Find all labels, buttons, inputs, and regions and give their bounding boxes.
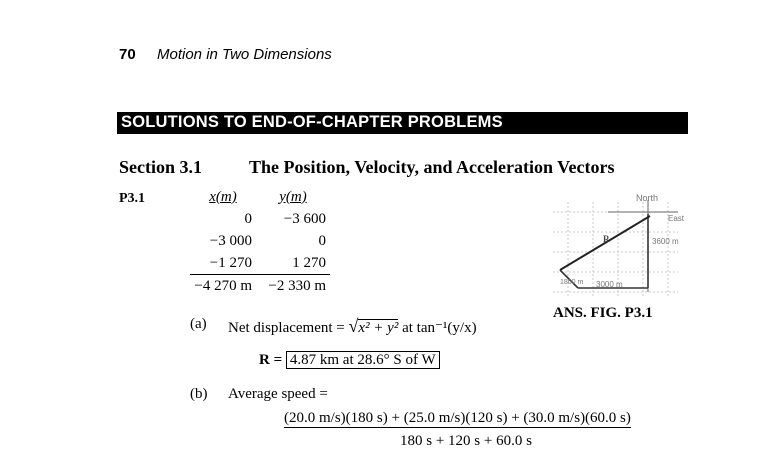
cell-y: −3 600 — [283, 210, 326, 227]
distance-1800-label: 1800 m — [560, 279, 584, 286]
vector-r-label: R — [603, 234, 610, 244]
east-label: East — [668, 214, 685, 223]
cell-y: 0 — [318, 232, 326, 249]
part-a-formula-tail: at tan⁻¹(y/x) — [402, 320, 477, 336]
fraction-denominator: 180 s + 120 s + 60.0 s — [400, 433, 532, 449]
section-label: Section 3.1 — [119, 157, 202, 177]
fraction-numerator: (20.0 m/s)(180 s) + (25.0 m/s)(120 s) + (30.0 m/s)(60.0 s) — [284, 410, 631, 426]
section-title: The Position, Velocity, and Acceleration Vectors — [249, 157, 615, 177]
table-header-row — [190, 186, 330, 208]
running-title: Motion in Two Dimensions — [157, 46, 332, 63]
north-label: North — [636, 193, 659, 203]
cell-y-total: −2 330 m — [268, 277, 326, 294]
part-a-equation: Net displacement = √x² + y² at tan⁻¹(y/x) — [228, 316, 477, 336]
table-total-row — [190, 275, 330, 298]
part-a-text: Net displacement = — [228, 320, 345, 336]
part-a-result — [259, 352, 440, 369]
result-box: 4.87 km at 28.6° S of W — [286, 351, 440, 369]
result-lhs: R = — [259, 352, 283, 368]
section-banner-text: SOLUTIONS TO END-OF-CHAPTER PROBLEMS — [121, 113, 503, 131]
problem-label: P3.1 — [119, 191, 146, 206]
cell-x: 0 — [244, 210, 252, 227]
speed-fraction — [284, 410, 631, 427]
column-y-header: y(m) — [279, 188, 307, 205]
distance-3000-label: 3000 m — [596, 280, 623, 289]
page-number: 70 — [119, 46, 136, 63]
column-x-header: x(m) — [209, 188, 237, 205]
cell-y: 1 270 — [256, 252, 330, 275]
figure-caption: ANS. FIG. P3.1 — [553, 305, 653, 321]
cell-x-total: −4 270 m — [194, 277, 252, 294]
part-a-label: (a) — [190, 316, 207, 332]
part-b-text: Average speed = — [228, 386, 328, 402]
table-row — [190, 230, 330, 252]
vector-figure — [548, 192, 688, 302]
displacement-table — [190, 186, 330, 297]
part-b-label: (b) — [190, 386, 208, 402]
table-row — [190, 208, 330, 230]
distance-3600-label: 3600 m — [652, 237, 679, 246]
table-row — [190, 252, 330, 275]
cell-x: −3 000 — [209, 232, 252, 249]
cell-x: −1 270 — [190, 252, 256, 275]
